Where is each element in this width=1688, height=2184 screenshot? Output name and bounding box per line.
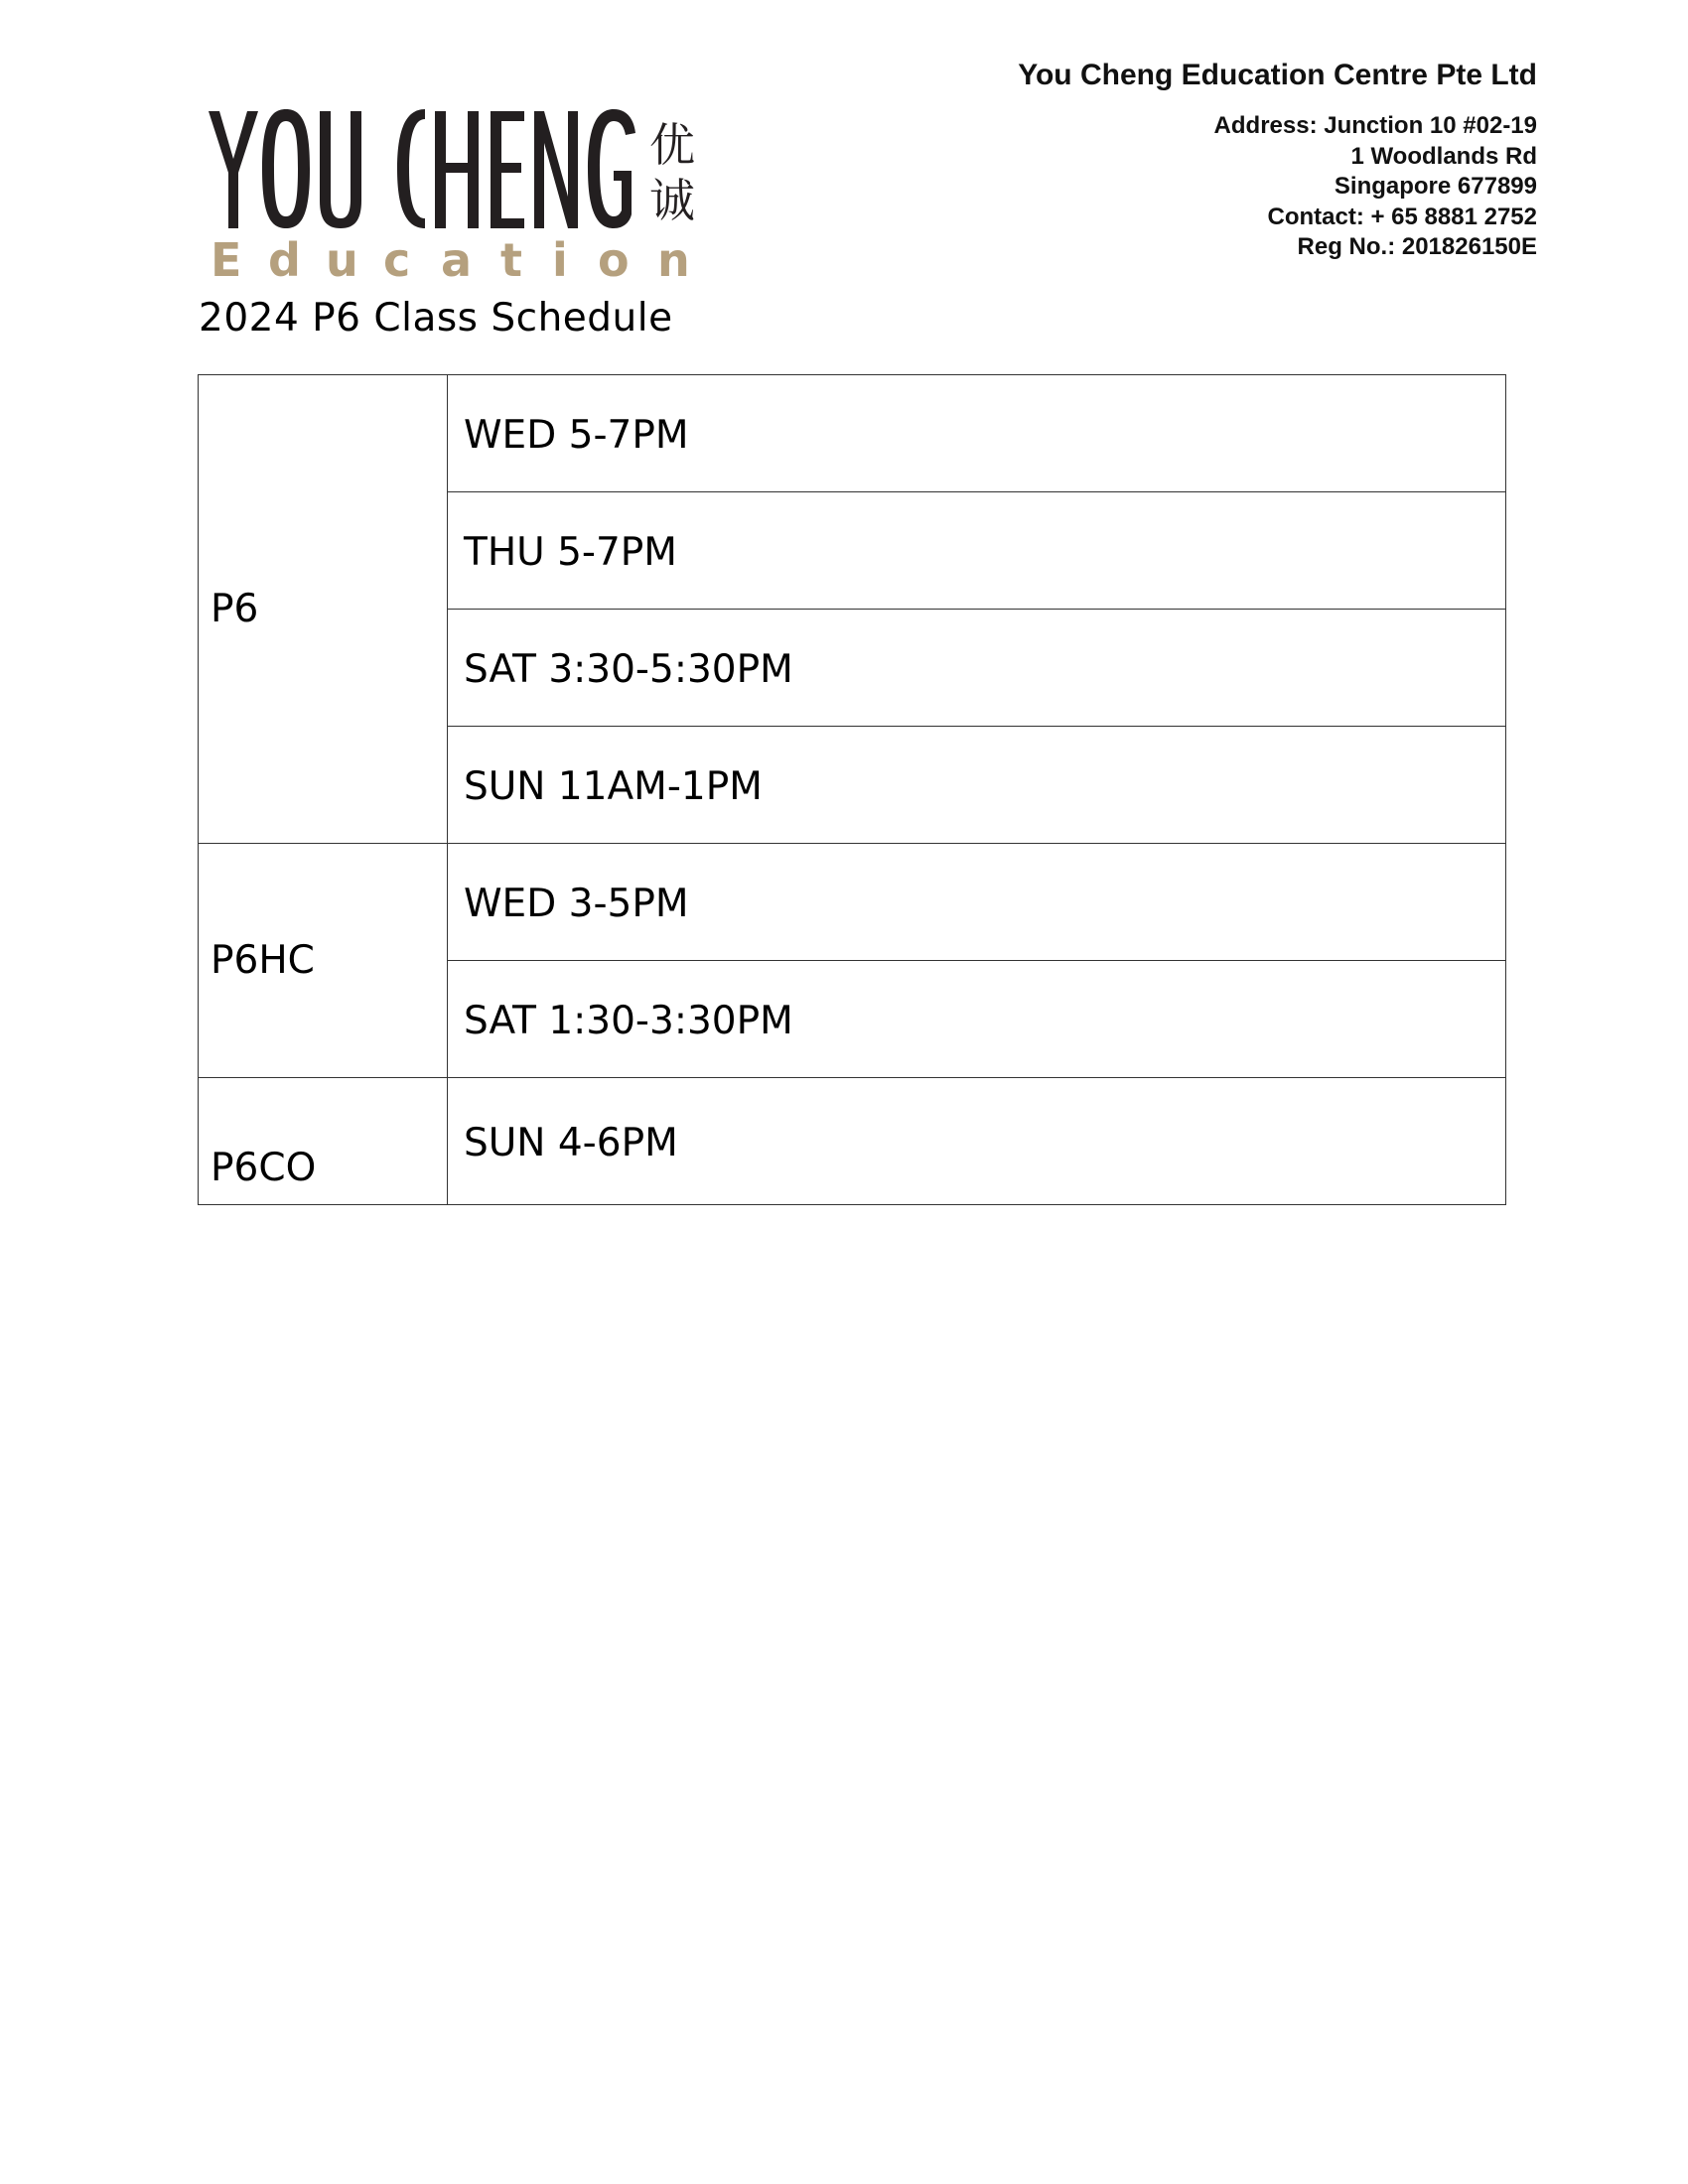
page-title: 2024 P6 Class Schedule (199, 296, 673, 341)
registration-number: Reg No.: 201826150E (1297, 233, 1537, 260)
svg-text:d: d (268, 233, 301, 284)
company-info (1018, 56, 1537, 263)
level-cell-p6hc: P6HC (199, 844, 448, 1078)
svg-text:n: n (657, 233, 690, 284)
time-slot: SUN 11AM-1PM (448, 727, 1506, 844)
level-cell-p6co: P6CO (199, 1078, 448, 1205)
table-row (199, 1078, 1506, 1205)
time-slot: SAT 1:30-3:30PM (448, 961, 1506, 1078)
svg-text:t: t (500, 233, 522, 284)
contact-number: Contact: + 65 8881 2752 (1267, 203, 1537, 230)
logo-graphic (205, 105, 701, 284)
logo-chinese-char-1: 优 (649, 118, 695, 172)
address-line-2: 1 Woodlands Rd (1350, 142, 1537, 170)
address-line-1: Address: Junction 10 #02-19 (1213, 112, 1537, 139)
table-row (199, 375, 1506, 492)
svg-text:u: u (326, 233, 358, 284)
svg-text:c: c (383, 233, 411, 284)
logo-chinese-char-2: 诚 (649, 174, 695, 227)
time-slot: SAT 3:30-5:30PM (448, 610, 1506, 727)
logo-subtitle (211, 233, 690, 284)
table-row (199, 844, 1506, 961)
company-name: You Cheng Education Centre Pte Ltd (1018, 59, 1537, 91)
company-logo (205, 105, 701, 284)
time-slot: SUN 4-6PM (448, 1078, 1506, 1205)
svg-text:a: a (441, 233, 473, 284)
svg-text:E: E (211, 233, 242, 284)
address-line-3: Singapore 677899 (1334, 173, 1537, 200)
logo-wordmark (209, 109, 635, 228)
time-slot: WED 3-5PM (448, 844, 1506, 961)
time-slot: WED 5-7PM (448, 375, 1506, 492)
svg-text:o: o (598, 233, 630, 284)
svg-text:i: i (552, 233, 568, 284)
schedule-table (198, 374, 1506, 1205)
time-slot: THU 5-7PM (448, 492, 1506, 610)
level-cell-p6: P6 (199, 375, 448, 844)
